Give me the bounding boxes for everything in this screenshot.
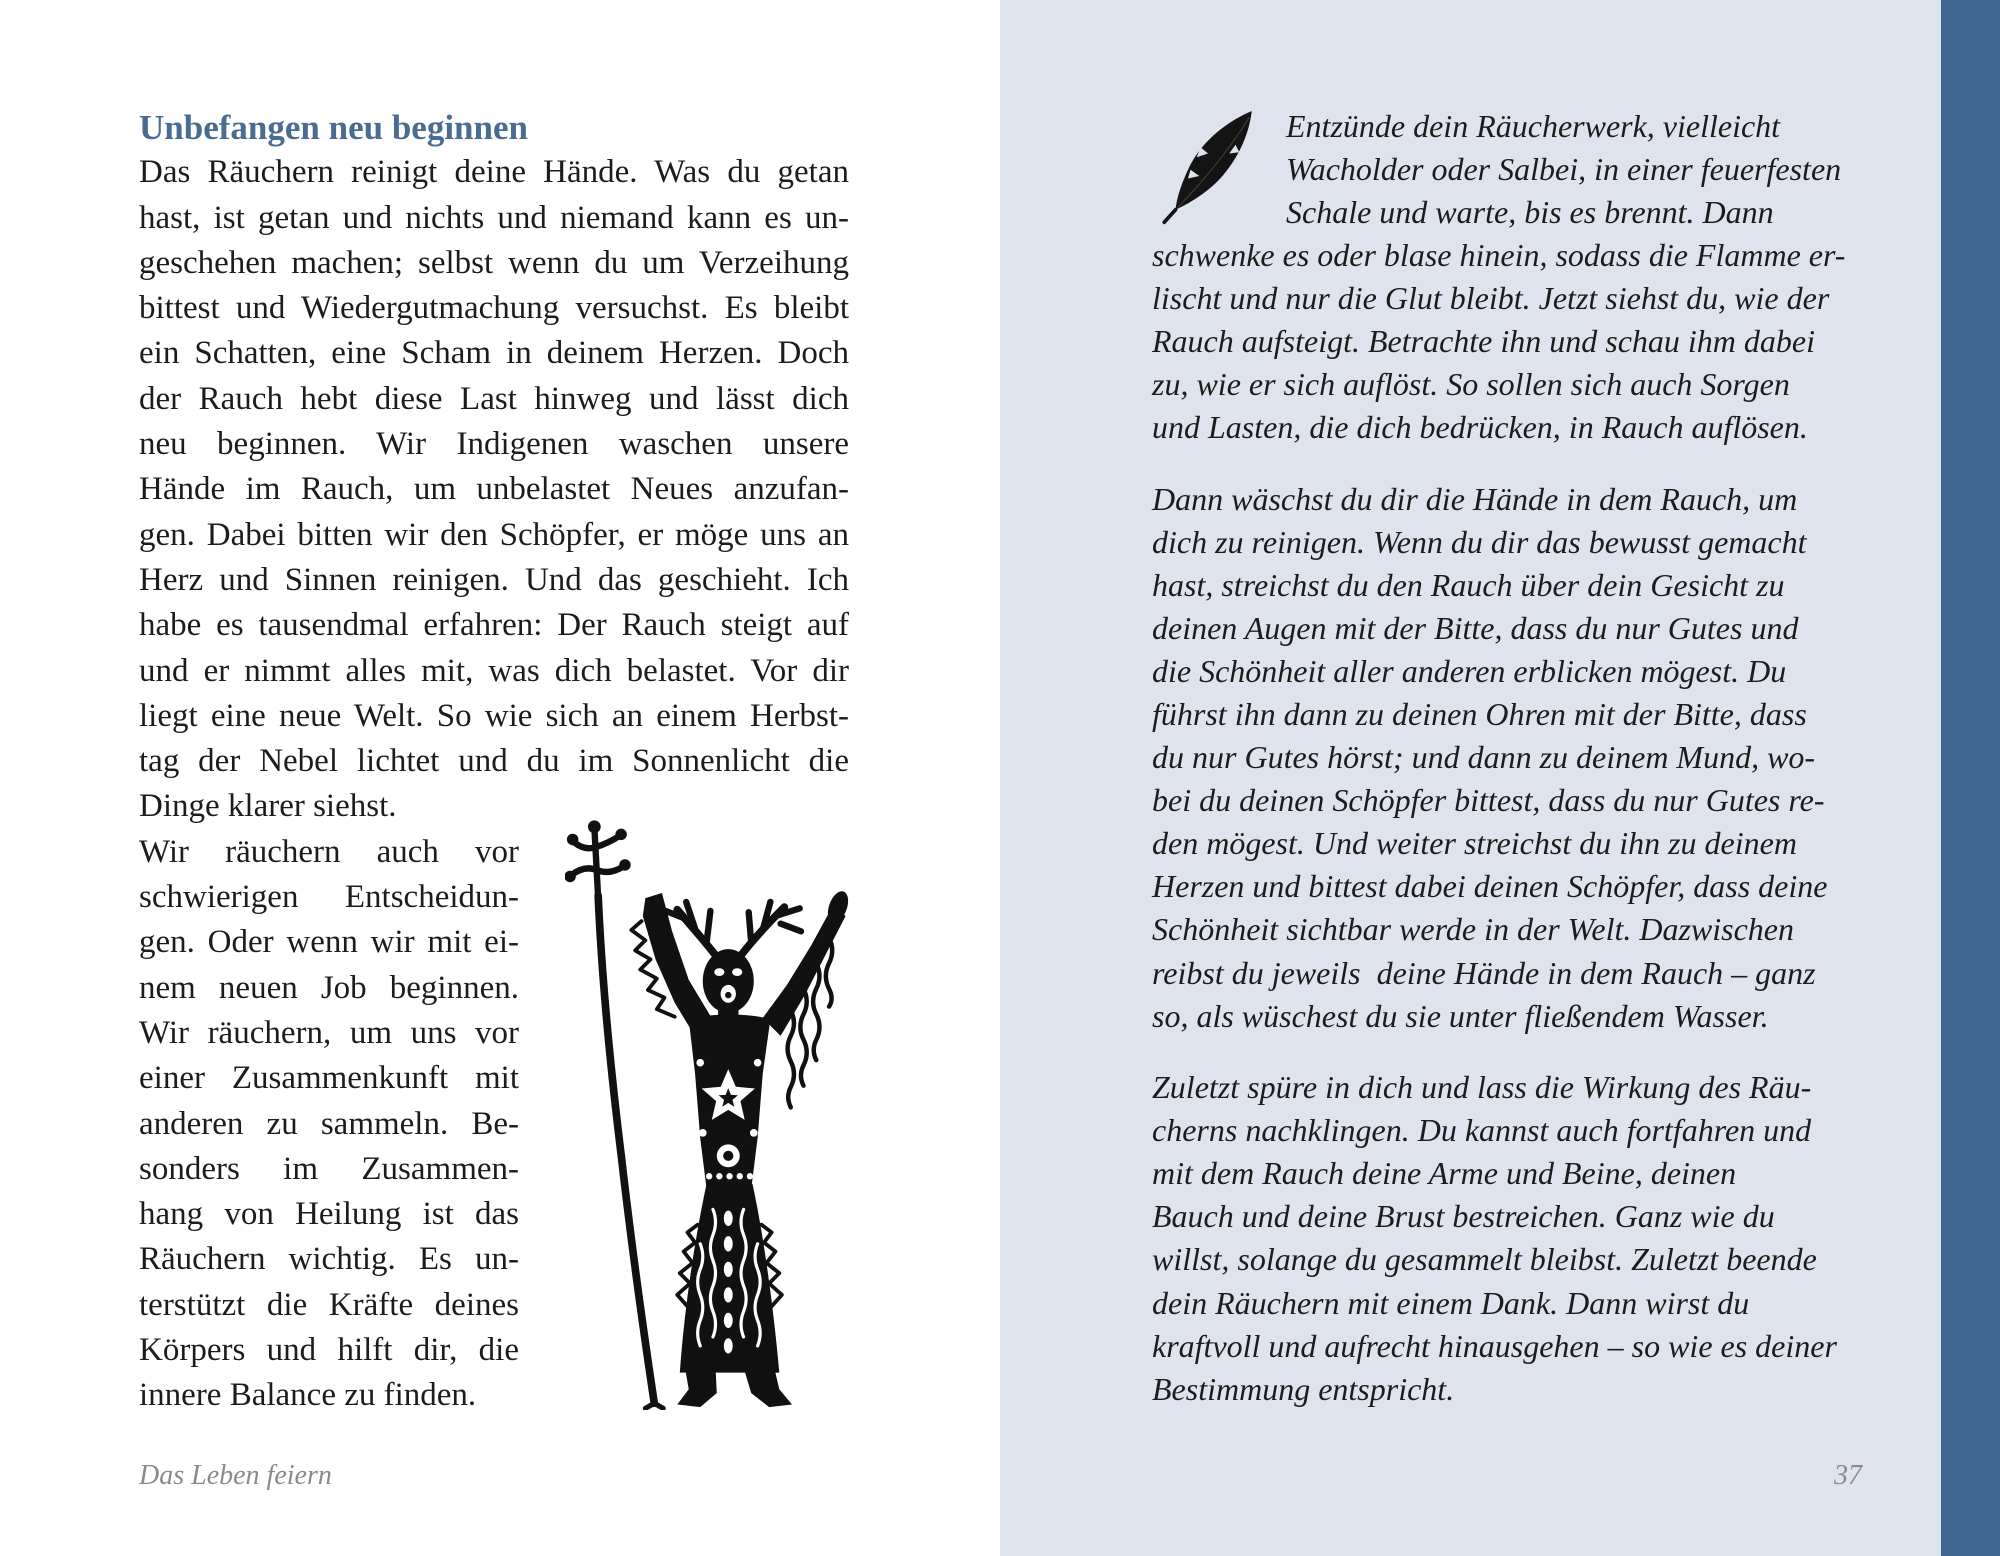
italic-text-line: Rauch aufsteigt. Betrachte ihn und schau ihm dabei (1152, 322, 1815, 359)
italic-text-line: hast, streichst du den Rauch über dein Gesicht zu (1152, 566, 1785, 603)
italic-text-line: und Lasten, die dich bedrücken, in Rauch auflösen. (1152, 409, 1808, 446)
running-footer: Das Leben feiern (139, 1460, 332, 1491)
italic-text-line: Herzen und bittest dabei deinen Schöpfer, dass deine (1152, 868, 1828, 905)
body-text-line: terstützt die Kräfte deines (139, 1286, 519, 1323)
body-text-line: sonders im Zusammen- (139, 1150, 519, 1187)
italic-text-line: deinen Augen mit der Bitte, dass du nur Gutes und (1152, 609, 1799, 646)
body-text-line: Dinge klarer siehst. (139, 788, 397, 825)
body-text-line: liegt eine neue Welt. So wie sich an einem Herbst- (139, 697, 849, 734)
instruction-paragraph (1152, 1066, 1857, 1411)
body-text-line: nem neuen Job beginnen. (139, 969, 519, 1006)
body-text-line: Das Räuchern reinigt deine Hände. Was du getan (139, 154, 849, 191)
italic-text-line: mit dem Rauch deine Arme und Beine, deinen (1152, 1155, 1737, 1192)
body-text-line: einer Zusammenkunft mit (139, 1060, 519, 1097)
body-text-line: hast, ist getan und nichts und niemand kann es un- (139, 199, 849, 236)
italic-text-line: dein Räuchern mit einem Dank. Dann wirst du (1152, 1284, 1750, 1321)
shaman-figure-illustration (565, 820, 852, 1410)
italic-text-line: Schale und warte, bis es brennt. Dann (1286, 193, 1774, 230)
body-text-line: neu beginnen. Wir Indigenen waschen unsere (139, 426, 849, 463)
body-text-line: Körpers und hilft dir, die (139, 1332, 519, 1369)
body-text-line: und er nimmt alles mit, was dich belastet. Vor dir (139, 652, 849, 689)
italic-text-line: Wacholder oder Salbei, in einer feuerfesten (1286, 150, 1842, 187)
body-text-line: anderen zu sammeln. Be- (139, 1105, 519, 1142)
instruction-paragraph (1152, 105, 1857, 450)
italic-text-line: Dann wäschst du dir die Hände in dem Rauch, um (1152, 480, 1798, 517)
italic-text-line: dich zu reinigen. Wenn du dir das bewusst gemacht (1152, 523, 1807, 560)
body-text-line: habe es tausendmal erfahren: Der Rauch steigt auf (139, 607, 849, 644)
italic-text-line: cherns nachklingen. Du kannst auch fortfahren und (1152, 1112, 1812, 1149)
italic-text-line: willst, solange du gesammelt bleibst. Zuletzt beende (1152, 1241, 1817, 1278)
body-text-line: gen. Oder wenn wir mit ei- (139, 924, 519, 961)
instruction-paragraph (1152, 478, 1857, 1038)
page-number: 37 (1834, 1460, 1862, 1491)
section-heading: Unbefangen neu beginnen (139, 108, 528, 147)
body-text-line: schwierigen Entscheidun- (139, 879, 519, 916)
body-text-line: gen. Dabei bitten wir den Schöpfer, er möge uns an (139, 516, 849, 553)
italic-text-line: schwenke es oder blase hinein, sodass die Flamme er- (1152, 236, 1846, 273)
body-text-line: bittest und Wiedergutmachung versuchst. Es bleibt (139, 290, 849, 327)
italic-text-line: führst ihn dann zu deinen Ohren mit der Bitte, dass (1152, 696, 1807, 733)
body-text-line: der Rauch hebt diese Last hinweg und lässt dich (139, 380, 849, 417)
italic-text-line: den mögest. Und weiter streichst du ihn zu deinem (1152, 825, 1797, 862)
body-text-line: Wir räuchern auch vor (139, 833, 519, 870)
italic-text-line: Entzünde dein Räucherwerk, vielleicht (1286, 107, 1781, 144)
body-text-line: hang von Heilung ist das (139, 1196, 519, 1233)
italic-text-line: Zuletzt spüre in dich und lass die Wirkung des Räu- (1152, 1069, 1812, 1106)
body-paragraph (139, 150, 849, 829)
body-text-line: Hände im Rauch, um unbelastet Neues anzufan- (139, 471, 849, 508)
body-text-line: tag der Nebel lichtet und du im Sonnenlicht die (139, 743, 849, 780)
italic-text-line: zu, wie er sich auflöst. So sollen sich auch Sorgen (1152, 366, 1790, 403)
body-text-line: Wir räuchern, um uns vor (139, 1014, 519, 1051)
body-text-line: Räuchern wichtig. Es un- (139, 1241, 519, 1278)
italic-text-line: Schönheit sichtbar werde in der Welt. Dazwischen (1152, 911, 1794, 948)
italic-text-line: die Schönheit aller anderen erblicken mögest. Du (1152, 652, 1787, 689)
italic-text-line: bei du deinen Schöpfer bittest, dass du nur Gutes re- (1152, 782, 1825, 819)
italic-text-line: Bauch und deine Brust bestreichen. Ganz wie du (1152, 1198, 1775, 1235)
italic-text-line: du nur Gutes hörst; und dann zu deinem Mund, wo- (1152, 739, 1816, 776)
right-text-block (1152, 105, 1857, 1440)
body-text-line: innere Balance zu finden. (139, 1377, 477, 1414)
italic-text-line: lischt und nur die Glut bleibt. Jetzt siehst du, wie der (1152, 279, 1830, 316)
body-text-line: geschehen machen; selbst wenn du um Verzeihung (139, 244, 849, 281)
body-text-line: Herz und Sinnen reinigen. Und das geschieht. Ich (139, 561, 849, 598)
italic-text-line: Bestimmung entspricht. (1152, 1370, 1455, 1407)
page-edge-strip (1941, 0, 2000, 1556)
body-text-line: ein Schatten, eine Scham in deinem Herzen. Doch (139, 335, 849, 372)
italic-text-line: reibst du jeweils deine Hände in dem Rauch – ganz (1152, 954, 1816, 991)
italic-text-line: kraftvoll und aufrecht hinausgehen – so wie es deiner (1152, 1327, 1837, 1364)
italic-text-line: so, als wüschest du sie unter fließendem Wasser. (1152, 997, 1769, 1034)
